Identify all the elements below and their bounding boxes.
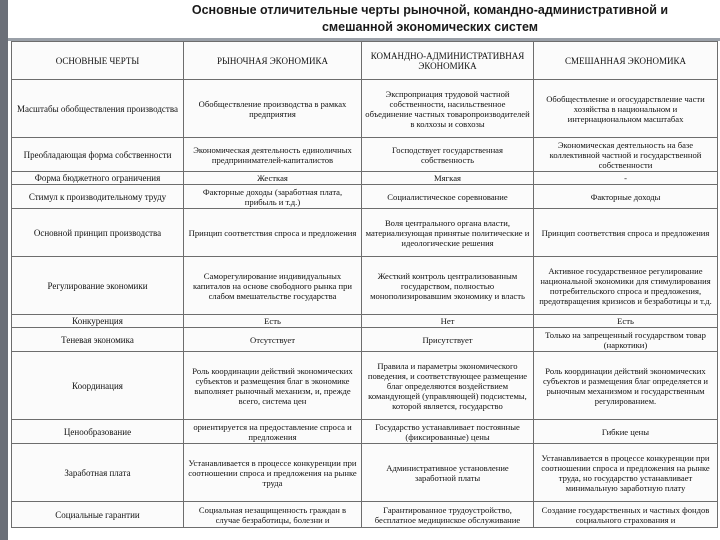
market-cell: Принцип соответствия спроса и предложения — [184, 209, 362, 257]
table-row — [12, 209, 718, 257]
table-row — [12, 502, 718, 528]
mixed-cell: Гибкие цены — [534, 420, 718, 444]
command-cell: Административное установление заработной платы — [362, 444, 534, 502]
mixed-cell: Роль координации действий экономических субъектов и размещения благ определяется и рыночным механизмом и государственным регулированием. — [534, 352, 718, 420]
slide-title-line-2: смешанной экономических систем — [321, 20, 539, 34]
command-cell: Экспроприация трудовой частной собственности, насильственное объединение частных товаропроизводителей в колхозы и совхозы — [362, 80, 534, 138]
header-features: ОСНОВНЫЕ ЧЕРТЫ — [12, 42, 184, 80]
table-row — [12, 185, 718, 209]
mixed-cell: Активное государственное регулирование национальной экономики для стимулирования потребительского спроса и предложения, предотвращения кризисов и безработицы и т.д. — [534, 257, 718, 315]
feature-cell: Теневая экономика — [12, 328, 184, 352]
mixed-cell: Принцип соответствия спроса и предложения — [534, 209, 718, 257]
mixed-cell: Устанавливается в процессе конкуренции при соотношении спроса и предложения на рынке труда, но государство устанавливает минимальную заработную плату — [534, 444, 718, 502]
table-row — [12, 80, 718, 138]
market-cell: Обобществление производства в рамках предприятия — [184, 80, 362, 138]
market-cell: Экономическая деятельность единоличных предпринимателей-капиталистов — [184, 138, 362, 172]
command-cell: Гарантированное трудоустройство, бесплатное медицинское обслуживание — [362, 502, 534, 528]
feature-cell: Заработная плата — [12, 444, 184, 502]
market-cell: Факторные доходы (заработная плата, прибыль и т.д.) — [184, 185, 362, 209]
command-cell: Социалистическое соревнование — [362, 185, 534, 209]
table-row — [12, 315, 718, 328]
table-header-row — [12, 42, 718, 80]
feature-cell: Преобладающая форма собственности — [12, 138, 184, 172]
command-cell: Нет — [362, 315, 534, 328]
slide-title-line-1: Основные отличительные черты рыночной, командно-административной и — [191, 3, 669, 17]
market-cell: Отсутствует — [184, 328, 362, 352]
feature-cell: Форма бюджетного ограничения — [12, 172, 184, 185]
mixed-cell: Обобществление и огосударствление части хозяйства в национальном и интернациональном масштабах — [534, 80, 718, 138]
command-cell: Воля центрального органа власти, материализующая принятые политические и идеологические решения — [362, 209, 534, 257]
feature-cell: Регулирование экономики — [12, 257, 184, 315]
table-row — [12, 420, 718, 444]
market-cell: Жесткая — [184, 172, 362, 185]
header-command: КОМАНДНО-АДМИНИСТРАТИВНАЯ ЭКОНОМИКА — [362, 42, 534, 80]
mixed-cell: Факторные доходы — [534, 185, 718, 209]
feature-cell: Ценообразование — [12, 420, 184, 444]
feature-cell: Конкуренция — [12, 315, 184, 328]
feature-cell: Основной принцип производства — [12, 209, 184, 257]
mixed-cell: Только на запрещенный государством товар (наркотики) — [534, 328, 718, 352]
mixed-cell: Экономическая деятельность на базе коллективной частной и государственной собственности — [534, 138, 718, 172]
comparison-table — [11, 41, 718, 528]
mixed-cell: Создание государственных и частных фондов социального страхования и — [534, 502, 718, 528]
market-cell: Роль координации действий экономических субъектов и размещения благ в экономике выполняет рыночный механизм, и, прежде всего, система цен — [184, 352, 362, 420]
table-row — [12, 352, 718, 420]
market-cell: Устанавливается в процессе конкуренции при соотношении спроса и предложения на рынке труда — [184, 444, 362, 502]
feature-cell: Стимул к производительному труду — [12, 185, 184, 209]
table-row — [12, 257, 718, 315]
market-cell: ориентируется на предоставление спроса и предложения — [184, 420, 362, 444]
table-row — [12, 444, 718, 502]
command-cell: Правила и параметры экономического поведения, и соответствующее размещение благ определяются воздействием командующей (управляющей) подсистемы, которой является, государство — [362, 352, 534, 420]
command-cell: Государство устанавливает постоянные (фиксированные) цены — [362, 420, 534, 444]
command-cell: Мягкая — [362, 172, 534, 185]
feature-cell: Масштабы обобществления производства — [12, 80, 184, 138]
market-cell: Есть — [184, 315, 362, 328]
table-row — [12, 328, 718, 352]
market-cell: Социальная незащищенность граждан в случае безработицы, болезни и — [184, 502, 362, 528]
mixed-cell: - — [534, 172, 718, 185]
feature-cell: Социальные гарантии — [12, 502, 184, 528]
header-market: РЫНОЧНАЯ ЭКОНОМИКА — [184, 42, 362, 80]
feature-cell: Координация — [12, 352, 184, 420]
header-mixed: СМЕШАННАЯ ЭКОНОМИКА — [534, 42, 718, 80]
command-cell: Присутствует — [362, 328, 534, 352]
slide-title — [160, 2, 700, 36]
slide-left-strip — [0, 0, 8, 540]
table-row — [12, 138, 718, 172]
market-cell: Саморегулирование индивидуальных капиталов на основе свободного рынка при слабом вмешательстве государства — [184, 257, 362, 315]
command-cell: Господствует государственная собственность — [362, 138, 534, 172]
table-row — [12, 172, 718, 185]
command-cell: Жесткий контроль централизованным государством, полностью монополизировавшим экономику и власть — [362, 257, 534, 315]
mixed-cell: Есть — [534, 315, 718, 328]
